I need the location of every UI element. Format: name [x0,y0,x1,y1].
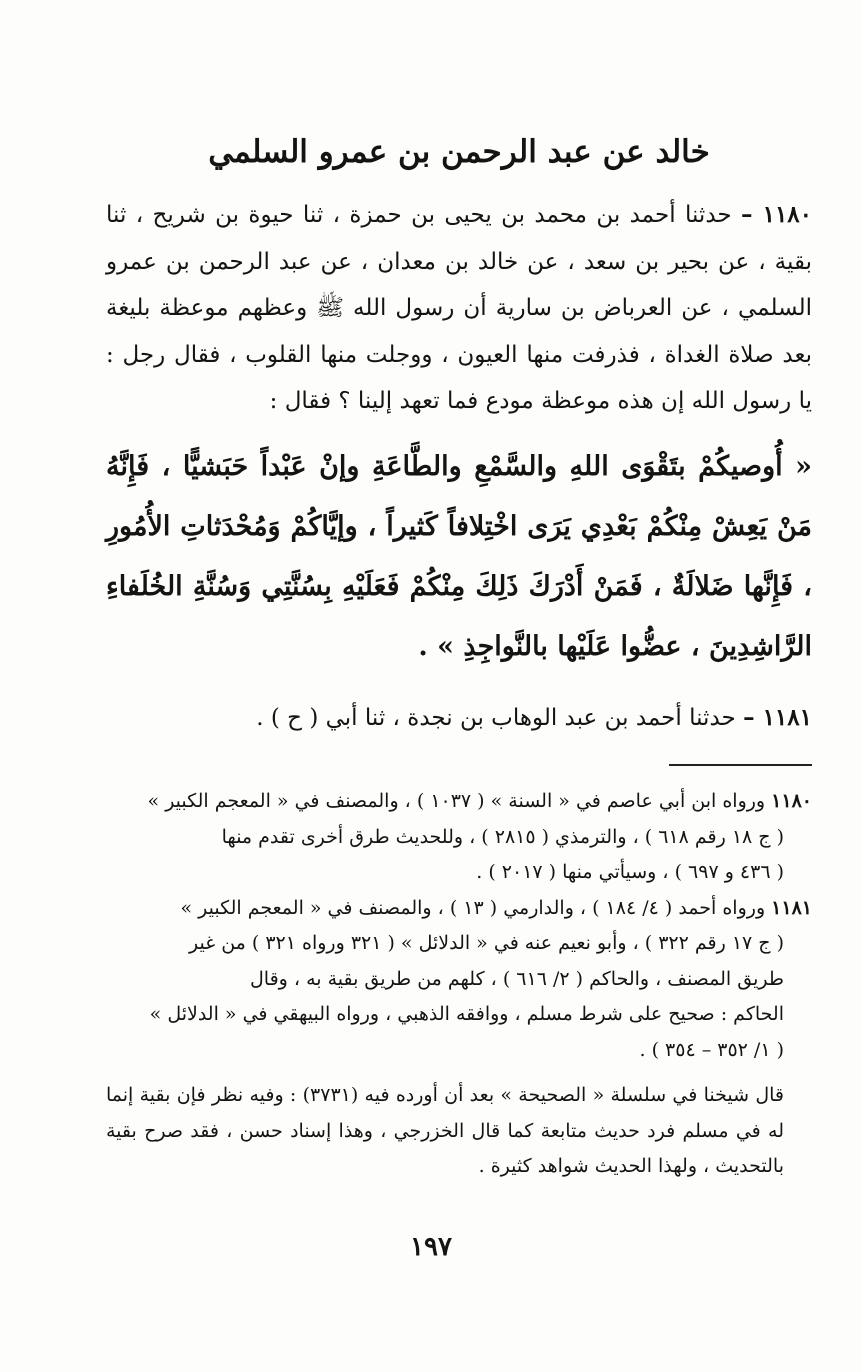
hadith-1181 [106,695,812,742]
footnotes [106,784,812,1185]
hadith-number: ١١٨١ – [743,703,812,731]
footnote-1180 [106,784,812,891]
footnote-line: طريق المصنف ، والحاكم ( ٢/ ٦١٦ ) ، كلهم من طريق بقية به ، وقال [250,967,784,990]
chapter-title: خالد عن عبد الرحمن بن عمرو السلمي [208,134,710,170]
footnote-line: ١١٨١ ورواه أحمد ( ٤/ ١٨٤ ) ، والدارمي ( ١٣ ) ، والمصنف في « المعجم الكبير » [180,896,812,919]
footnote-1181 [106,891,812,1069]
hadith-1180 [106,192,812,425]
footnote-line: ( ٤٣٦ و ٦٩٧ ) ، وسيأتي منها ( ٢٠١٧ ) . [476,861,784,883]
page-number: ١٩٧ [410,1232,452,1262]
footnote-number: ١١٨١ [771,896,812,919]
footnote-line: الحاكم : صحيح على شرط مسلم ، ووافقه الذهبي ، ورواه البيهقي في « الدلائل » [149,1003,784,1025]
hadith-isnad-text: حدثنا أحمد بن عبد الوهاب بن نجدة ، ثنا أبي ( ح ) . [256,704,736,731]
hadith-number: ١١٨٠ – [741,201,813,228]
footnote-line: ( ج ١٧ رقم ٣٢٢ ) ، وأبو نعيم عنه في « الدلائل » ( ٣٢١ ورواه ٣٢١ ) من غير [189,932,784,954]
shaykh-note: قال شيخنا في سلسلة « الصحيحة » بعد أن أورده فيه (٣٧٣١) : وفيه نظر فإن بقية إنما له في مسلم فرد حديث متابعة كما قال الخزرجي ، وهذا إسناد حسن ، فقد صرح بقية بالتحديث ، ولهذا الحديث شواهد كثيرة . [106,1084,784,1177]
prophetic-text: « أُوصيكُمْ بتَقْوَى اللهِ والسَّمْعِ والطَّاعَةِ وإنْ عَبْداً حَبَشيًّا ، فَإِنَّهُ مَنْ يَعِشْ مِنْكُمْ بَعْدِي يَرَى اخْتِلافاً كَثيراً ، وإيَّاكُمْ وَمُحْدَثاتِ الأُمُورِ ، فَإِنَّها ضَلالَةٌ ، فَمَنْ أَدْرَكَ ذَلِكَ مِنْكُمْ فَعَلَيْهِ بِسُنَّتِي وَسُنَّةِ الخُلَفاءِ الرَّاشِدِينَ ، عضُّوا عَلَيْها بالنَّواجِذِ » . [106,450,812,662]
footnote-line: ( ١/ ٣٥٢ – ٣٥٤ ) . [639,1038,784,1061]
footnote-line: ( ج ١٨ رقم ٦١٨ ) ، والترمذي ( ٢٨١٥ ) ، وللحديث طرق أخرى تقدم منها [221,825,784,848]
footnote-divider [669,764,812,766]
hadith-isnad-text: حدثنا أحمد بن محمد بن يحيى بن حمزة ، ثنا حيوة بن شريح ، ثنا بقية ، عن بحير بن سعد ، عن خالد بن معدان ، عن عبد الرحمن بن عمرو السلمي ، عن العرباض بن سارية أن رسول الله ﷺ وعظهم موعظة بليغة بعد صلاة الغداة ، فذرفت منها العيون ، ووجلت منها القلوب ، فقال رجل : يا رسول الله إن هذه موعظة مودع فما تعهد إلينا ؟ فقال : [106,202,812,414]
footnote-number: ١١٨٠ [771,790,812,812]
main-text [106,126,812,741]
footnote-line: ١١٨٠ ورواه ابن أبي عاصم في « السنة » ( ١٠٣٧ ) ، والمصنف في « المعجم الكبير » [147,790,812,812]
